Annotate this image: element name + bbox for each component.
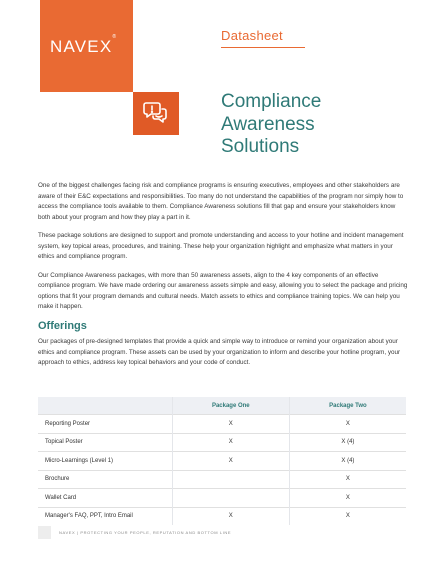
row-package-one: [172, 489, 289, 508]
table-row: [38, 415, 406, 434]
row-item: Reporting Poster: [38, 415, 172, 434]
row-package-one: X: [172, 433, 289, 452]
row-package-one: X: [172, 507, 289, 525]
table-header-package-two: Package Two: [289, 397, 406, 415]
intro-paragraph: One of the biggest challenges facing risk and compliance programs is ensuring executives, employees and other stakeholders are aware of their E&C expectations and responsibilities. Too many do not understand the capabilities of the program nor simply how to access the compliance tools available to them. Compliance Awareness solutions fill that gap and ensure your stakeholders know both about your program and how they play a part in it.: [38, 182, 404, 221]
table-header-package-one: Package One: [172, 397, 289, 415]
title-line: Awareness: [221, 113, 315, 135]
table-row: [38, 433, 406, 452]
navex-logo-block: [40, 0, 133, 92]
title-line: Solutions: [221, 136, 300, 157]
row-package-two: X (4): [289, 452, 406, 471]
chat-warning-icon: [143, 100, 169, 126]
footer-tagline: NAVEX | PROTECTING YOUR PEOPLE, REPUTATION AND BOTTOM LINE: [59, 530, 232, 535]
datasheet-label: Datasheet: [221, 28, 283, 43]
row-package-one: [172, 470, 289, 489]
row-item: Micro-Learnings (Level 1): [38, 452, 172, 471]
body-content: [38, 181, 408, 377]
package-paragraph: These package solutions are designed to support and promote understanding and access to your hotline and incident management system, key topical areas, procedures, and training. These help your organization highlight and emphasize what matters in your ethics and compliance program.: [38, 232, 404, 260]
datasheet-underline: [221, 47, 305, 48]
row-item: Wallet Card: [38, 489, 172, 508]
title-line: Compliance: [221, 91, 322, 112]
table-header-item: [38, 397, 172, 415]
page-number-box: [38, 526, 51, 539]
row-package-two: X: [289, 489, 406, 508]
row-package-one: X: [172, 452, 289, 471]
offerings-paragraph: Our packages of pre-designed templates that provide a quick and simple way to introduce or remind your organization about your ethics and compliance program. These assets can be used by your organization to inform and describe your hotline program, your approach to ethics, address key topical behaviors and your code of conduct.: [38, 338, 401, 366]
offerings-heading: Offerings: [38, 319, 87, 332]
table-row: [38, 452, 406, 471]
row-package-one: X: [172, 415, 289, 434]
row-package-two: X: [289, 415, 406, 434]
navex-logo: NAVEX®: [50, 34, 117, 56]
chat-icon-block: [133, 92, 179, 135]
assets-paragraph: Our Compliance Awareness packages, with more than 50 awareness assets, align to the 4 key components of an effective compliance program. We have made ordering our awareness assets simple and easy, allowing you to select the package and pricing options that fit your program demands and cultural needs. Match assets to ethics and compliance training topics. We can help you make it happen.: [38, 271, 408, 310]
row-package-two: X: [289, 507, 406, 525]
row-item: Manager's FAQ, PPT, Intro Email: [38, 507, 172, 525]
page-title: [221, 91, 421, 159]
table-row: [38, 470, 406, 489]
row-package-two: X (4): [289, 433, 406, 452]
table-row: [38, 489, 406, 508]
row-item: Brochure: [38, 470, 172, 489]
table-header-row: [38, 397, 406, 415]
package-table: [38, 397, 406, 525]
row-package-two: X: [289, 470, 406, 489]
row-item: Topical Poster: [38, 433, 172, 452]
table-row: [38, 507, 406, 525]
